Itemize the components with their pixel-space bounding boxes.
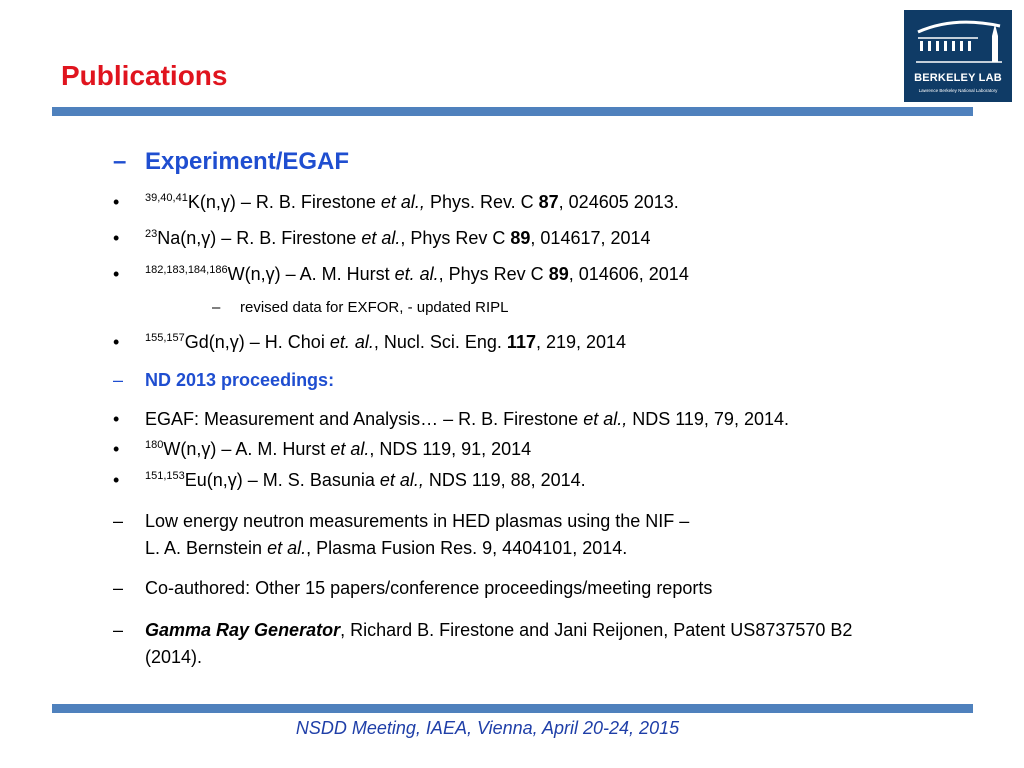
dash-marker: –: [113, 511, 124, 531]
et-al: et al.,: [583, 409, 628, 429]
note-text: revised data for EXFOR, - updated RIPL: [240, 299, 509, 316]
patent-details: , Richard B. Firestone and Jani Reijonen, Patent US8737570 B2: [340, 620, 853, 640]
patent-title: Gamma Ray Generator: [145, 620, 341, 640]
journal: , Phys Rev C: [400, 228, 511, 248]
reaction: Eu(n,γ): [184, 470, 243, 490]
logo-subtitle: Lawrence Berkeley National Laboratory: [918, 88, 998, 93]
reaction: W(n,γ): [227, 264, 281, 284]
volume: 89: [510, 228, 531, 248]
journal: , Phys Rev C: [438, 264, 549, 284]
slide-footer: NSDD Meeting, IAEA, Vienna, April 20-24, 2015: [295, 718, 680, 738]
berkeley-lab-logo: [904, 10, 1012, 102]
reaction: Na(n,γ): [157, 228, 217, 248]
coauthored-text: Co-authored: Other 15 papers/conference proceedings/meeting reports: [145, 578, 713, 598]
pages-year: , 024605 2013.: [558, 192, 679, 212]
bullet-marker: •: [113, 470, 120, 490]
isotopes: 39,40,41: [145, 192, 188, 204]
et-al: et al.,: [380, 192, 425, 212]
isotopes: 151,153: [145, 470, 185, 482]
authors: L. A. Bernstein: [145, 538, 268, 558]
header-divider: [52, 107, 973, 116]
lab-building-icon: [904, 10, 1012, 72]
bullet-marker: •: [113, 264, 120, 284]
et-al: et al.: [267, 538, 307, 558]
isotopes: 182,183,184,186: [145, 264, 228, 276]
nif-line-1: Low energy neutron measurements in HED plasmas using the NIF –: [145, 511, 690, 531]
section-heading: Experiment/EGAF: [145, 148, 350, 175]
isotopes: 155,157: [145, 332, 185, 344]
volume: 117: [506, 332, 536, 352]
pages-year: , 219, 2014: [535, 332, 627, 352]
reaction: Gd(n,γ): [184, 332, 245, 352]
et-al: et al.,: [379, 470, 424, 490]
section-heading: ND 2013 proceedings:: [145, 370, 335, 390]
citation: , Plasma Fusion Res. 9, 4404101, 2014.: [306, 538, 628, 558]
citation: NDS 119, 79, 2014.: [627, 409, 789, 429]
slide-title: Publications: [61, 60, 228, 91]
patent-year: (2014).: [145, 647, 203, 667]
isotopes: 23: [145, 228, 158, 240]
volume: 87: [538, 192, 559, 212]
dash-marker: –: [212, 299, 221, 316]
title-authors: EGAF: Measurement and Analysis… – R. B. Firestone: [145, 409, 584, 429]
bullet-marker: •: [113, 228, 120, 248]
volume: 89: [548, 264, 569, 284]
et-al: et. al.: [394, 264, 439, 284]
isotopes: 180: [145, 439, 164, 451]
citation: , NDS 119, 91, 2014: [369, 439, 532, 459]
reaction: K(n,γ): [187, 192, 236, 212]
et-al: et. al.: [329, 332, 374, 352]
et-al: et al.: [330, 439, 370, 459]
bullet-marker: •: [113, 409, 120, 429]
authors: – R. B. Firestone: [235, 192, 381, 212]
pages-year: , 014606, 2014: [568, 264, 689, 284]
reaction: W(n,γ): [163, 439, 217, 459]
journal: Phys. Rev. C: [424, 192, 539, 212]
dash-marker: –: [113, 578, 124, 598]
authors: – H. Choi: [244, 332, 330, 352]
et-al: et al.: [361, 228, 401, 248]
authors: – A. M. Hurst: [280, 264, 395, 284]
footer-divider: [52, 704, 973, 713]
authors: – A. M. Hurst: [216, 439, 331, 459]
citation: NDS 119, 88, 2014.: [423, 470, 586, 490]
bullet-marker: •: [113, 332, 120, 352]
authors: – M. S. Basunia: [242, 470, 380, 490]
dash-marker: –: [113, 148, 127, 175]
dash-marker: –: [113, 620, 124, 640]
logo-name: BERKELEY LAB: [914, 72, 1002, 84]
bullet-marker: •: [113, 192, 120, 212]
dash-marker: –: [113, 370, 124, 390]
bullet-marker: •: [113, 439, 120, 459]
pages-year: , 014617, 2014: [530, 228, 651, 248]
journal: , Nucl. Sci. Eng.: [373, 332, 507, 352]
authors: – R. B. Firestone: [216, 228, 362, 248]
